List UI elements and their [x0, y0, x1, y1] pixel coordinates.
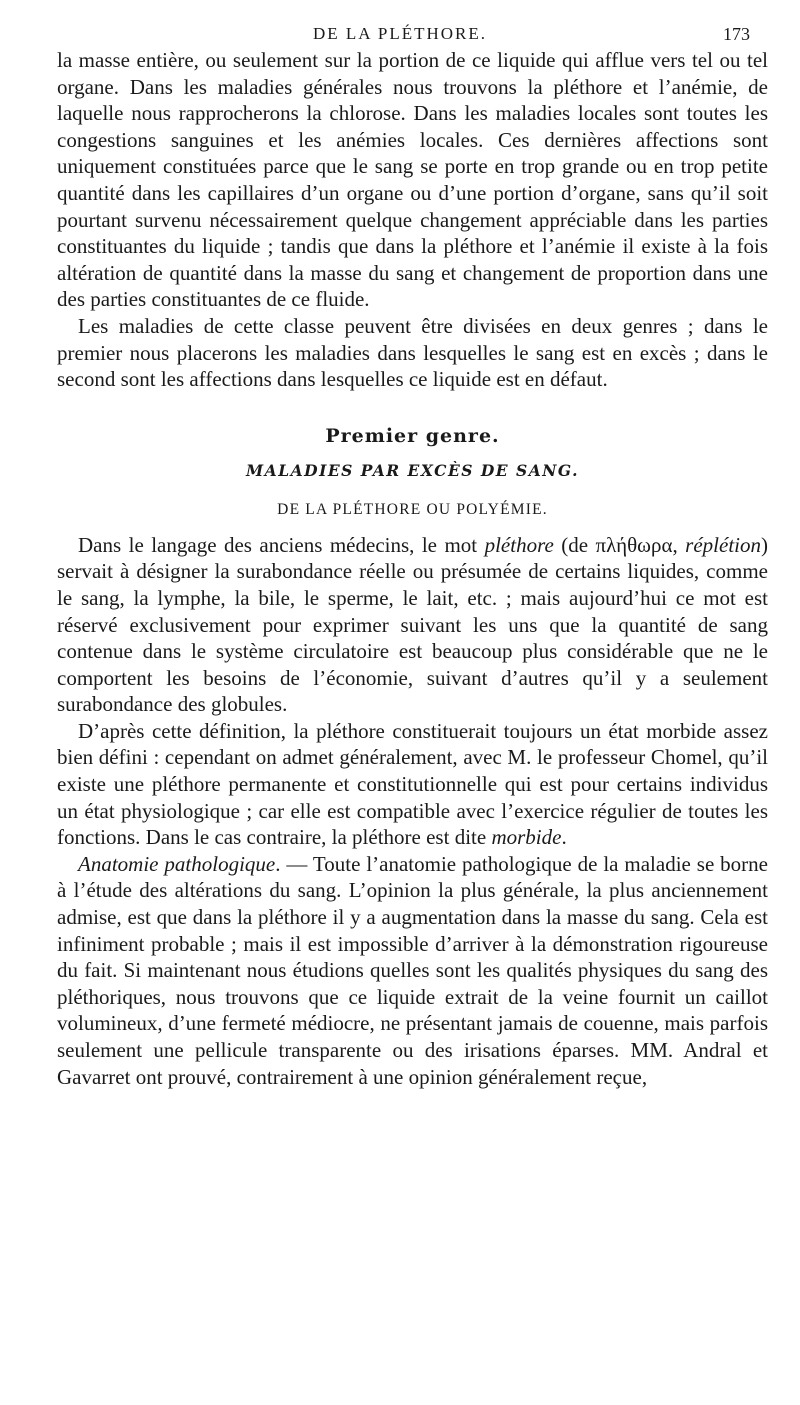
running-header [0, 22, 800, 46]
text-run: . [561, 825, 567, 850]
section-heading-plethore: DE LA PLÉTHORE OU POLYÉMIE. [277, 500, 548, 518]
paragraph-continuation: la masse entière, ou seulement sur la portion de ce liquide qui afflue vers tel ou tel organe. Dans les maladies générales nous trouvons la pléthore et l’anémie, de laquelle nous rapprocherons la chlorose. Dans les maladies locales sont toutes les congestions sanguines et les anémies locales. Ces dernières affections sont uniquement constituées parce que le sang se porte en trop grande ou en trop petite quantité dans les capillaires d’un organe ou d’une portion d’organe, sans qu’il soit pourtant survenu nécessairement quelque changement appréciable dans les parties constituantes du liquide ; tandis que dans la pléthore et l’anémie il existe à la fois altération de quantité dans la masse du sang et changement de proportion dans une des parties constituantes de ce fluide. [57, 48, 768, 312]
term-plethore: pléthore [484, 532, 554, 557]
paragraph-classification: Les maladies de cette classe peuvent être divisées en deux genres ; dans le premier nous placerons les maladies dans lesquelles le sang est en excès ; dans le second sont les affections dans lesquelles ce liquide est en défaut. [57, 313, 768, 392]
term-repletion: réplétion [685, 532, 761, 557]
paragraph-anatomy [57, 851, 768, 1090]
text-run: ) servait à désigner la surabondance réelle ou présumée de certains liquides, comme le sang, la lymphe, la bile, le sperme, le lait, etc. ; mais aujourd’hui ce mot est réservé exclusivement pour exprimer suivant les uns que la quantité de sang contenue dans le système circulatoire est beaucoup plus considérable que ne le comportent les besoins de l’économie, suivant d’autres qu’il y a seulement surabondance des globules. [57, 532, 768, 717]
page-number: 173 [723, 24, 750, 44]
text-run: . — Toute l’anatomie pathologique de la maladie se borne à l’étude des altérations du sang. L’opinion la plus générale, la plus anciennement admise, est que dans la pléthore il y a augmentation dans la masse du sang. Cela est infiniment probable ; mais il est impossible d’arriver à la démonstration rigoureuse du fait. Si maintenant nous étudions quelles sont les qualités physiques du sang des pléthoriques, nous trouvons que ce liquide extrait de la veine fournit un caillot volumineux, d’une fermeté médiocre, ne présentant jamais de couenne, mais parfois seulement une pellicule transparente ou des irisations éparses. MM. Andral et Gavarret ont prouvé, contrairement à une opinion généralement reçue, [57, 851, 768, 1089]
term-morbide: morbide [491, 825, 562, 850]
section-heading-maladies: MALADIES PAR EXCÈS DE SANG. [246, 460, 579, 480]
subheading-anatomie-pathologique: Anatomie pathologique [78, 851, 276, 876]
text-run: Dans le langage des anciens médecins, le mot [78, 532, 485, 557]
text-run: (de πλήθωρα, [553, 532, 686, 557]
section-heading-genre: Premier genre. [325, 424, 500, 447]
running-title: DE LA PLÉTHORE. [312, 24, 488, 43]
paragraph-definition [57, 532, 768, 718]
paragraph-morbid-state [57, 718, 768, 851]
text-run: D’après cette définition, la pléthore constituerait toujours un état morbide assez bien défini : cependant on admet généralement, avec M. le professeur Chomel, qu’il existe une pléthore permanente et constitutionnelle qui est pour certains individus un état physiologique ; car elle est compatible avec l’exercice régulier de toutes les fonctions. Dans le cas contraire, la pléthore est dite [57, 718, 768, 850]
page-content [57, 47, 768, 1090]
